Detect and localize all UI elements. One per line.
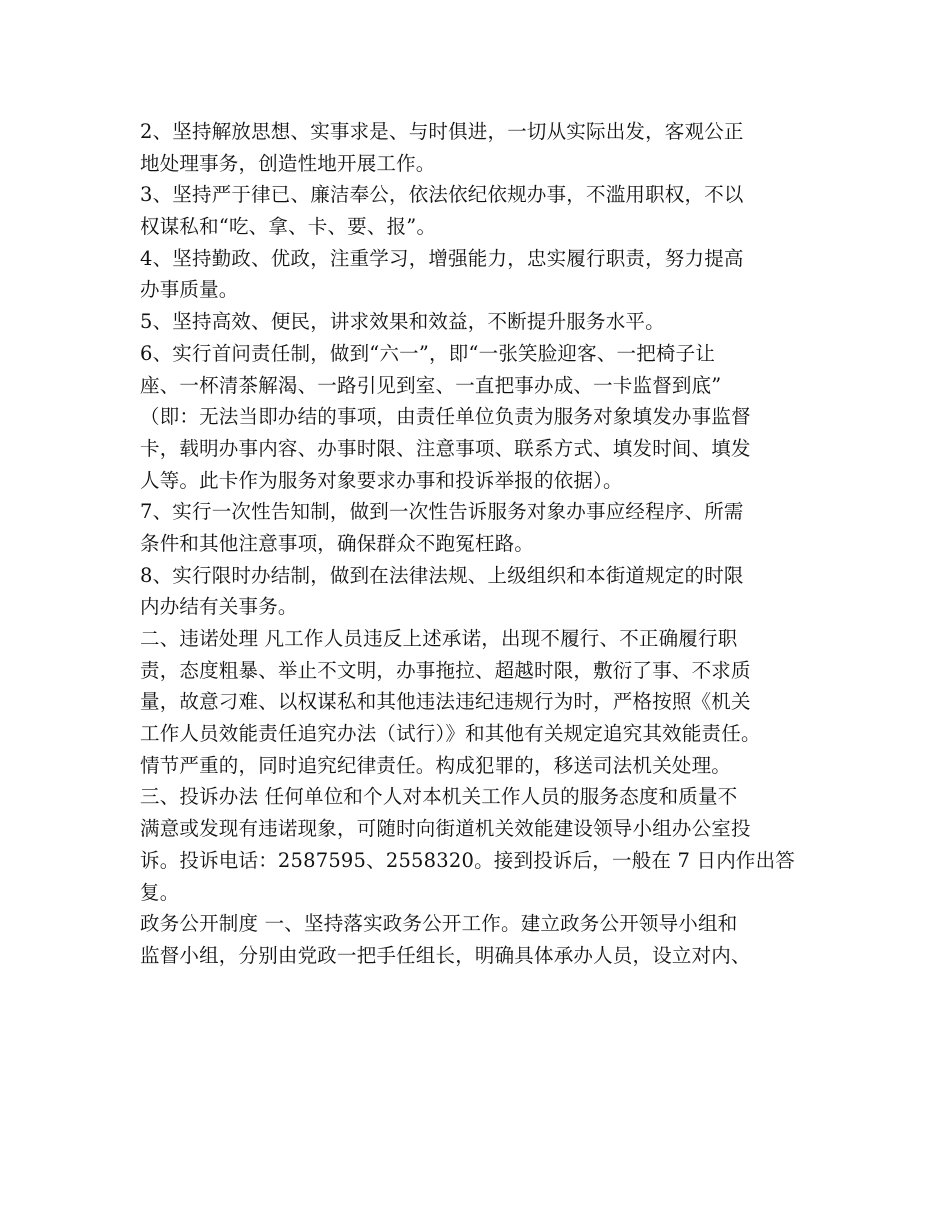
document-line: 地处理事务，创造性地开展工作。 — [140, 151, 436, 175]
document-body — [140, 116, 830, 972]
document-line: （即：无法当即办结的事项，由责任单位负责为服务对象填发办事监督 — [140, 405, 751, 429]
document-line: 二、违诺处理 凡工作人员违反上述承诺，出现不履行、不正确履行职 — [140, 627, 738, 650]
document-line: 人等。此卡作为服务对象要求办事和投诉举报的依据）。 — [140, 468, 623, 492]
document-line: 5、坚持高效、便民，讲求效果和效益，不断提升服务水平。 — [140, 310, 665, 334]
document-line: 4、坚持勤政、优政，注重学习，增强能力，忠实履行职责，努力提高 — [140, 246, 744, 270]
document-line: 政务公开制度 一、坚持落实政务公开工作。建立政务公开领导小组和 — [140, 912, 738, 936]
document-line: 复。 — [140, 880, 180, 904]
document-line: 诉。投诉电话：2587595、2558320。接到投诉后，一般在 7 日内作出答 — [140, 848, 795, 872]
document-line: 8、实行限时办结制，做到在法律法规、上级组织和本街道规定的时限 — [140, 563, 744, 587]
document-line: 工作人员效能责任追究办法（试行）》和其他有关规定追究其效能责任。 — [140, 722, 761, 746]
document-line: 三、投诉办法 任何单位和个人对本机关工作人员的服务态度和质量不 — [140, 785, 738, 809]
document-line: 3、坚持严于律已、廉洁奉公，依法依纪依规办事，不滥用职权，不以 — [140, 183, 744, 207]
document-line: 卡，载明办事内容、办事时限、注意事项、联系方式、填发时间、填发 — [140, 436, 751, 460]
document-line: 监督小组，分别由党政一把手任组长，明确具体承办人员，设立对内、 — [140, 943, 751, 967]
document-line: 2、坚持解放思想、实事求是、与时俱进，一切从实际出发，客观公正 — [140, 120, 744, 143]
document-line: 6、实行首问责任制，做到“六一”，即“一张笑脸迎客、一把椅子让 — [140, 341, 716, 365]
document-line: 责，态度粗暴、举止不文明，办事拖拉、超越时限，敷衍了事、不求质 — [140, 658, 751, 682]
document-line: 量，故意刁难、以权谋私和其他违法违纪违规行为时，严格按照《机关 — [140, 690, 751, 714]
document-line: 办事质量。 — [140, 278, 239, 302]
document-line: 情节严重的，同时追究纪律责任。构成犯罪的，移送司法机关处理。 — [140, 753, 732, 777]
document-line: 条件和其他注意事项，确保群众不跑冤枉路。 — [140, 531, 535, 555]
document-line: 座、一杯清茶解渴、一路引见到室、一直把事办成、一卡监督到底” — [140, 373, 722, 397]
document-line: 7、实行一次性告知制，做到一次性告诉服务对象办事应经程序、所需 — [140, 500, 744, 524]
document-line: 满意或发现有违诺现象，可随时向街道机关效能建设领导小组办公室投 — [140, 817, 751, 841]
document-line: 权谋私和“吃、拿、卡、要、报”。 — [140, 215, 437, 239]
document-line: 内办结有关事务。 — [140, 595, 298, 619]
